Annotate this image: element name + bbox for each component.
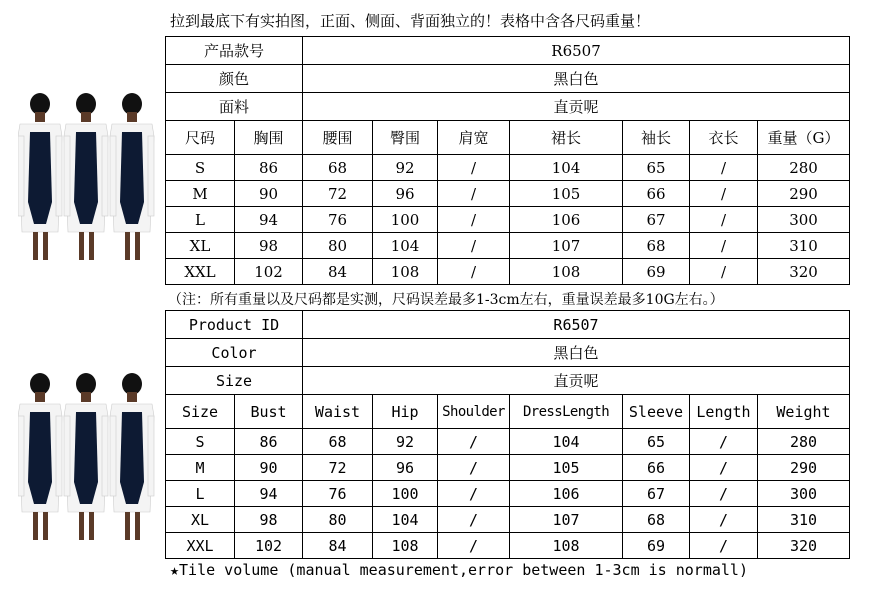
column-header: Length (690, 395, 758, 429)
table-cell: 107 (510, 233, 623, 259)
column-header: 衣长 (690, 121, 758, 155)
table-cell: 69 (623, 259, 690, 285)
product-id-value: R6507 (303, 37, 850, 65)
column-header: Waist (303, 395, 373, 429)
table-cell: M (166, 455, 235, 481)
table-cell: 80 (303, 233, 373, 259)
table-cell: / (438, 455, 510, 481)
table-cell: 84 (303, 259, 373, 285)
table-cell: 108 (510, 533, 623, 559)
table-cell: 290 (758, 455, 850, 481)
table-cell: 90 (235, 181, 303, 207)
table-header-row (166, 395, 850, 429)
table-cell: S (166, 429, 235, 455)
model-figures-image (18, 372, 158, 548)
table-cell: 108 (510, 259, 623, 285)
table-cell: 90 (235, 455, 303, 481)
table-cell: 104 (510, 429, 623, 455)
size-table-chinese (165, 36, 850, 285)
table-cell: XXL (166, 259, 235, 285)
table-cell: / (690, 155, 758, 181)
table-cell: 280 (758, 429, 850, 455)
column-header: 尺码 (166, 121, 235, 155)
table-cell: 106 (510, 207, 623, 233)
table-cell: / (438, 181, 510, 207)
table-cell: 98 (235, 507, 303, 533)
table-cell: 92 (373, 429, 438, 455)
table-cell: / (690, 533, 758, 559)
table-cell: / (690, 481, 758, 507)
table-cell: 72 (303, 455, 373, 481)
table-cell: 102 (235, 259, 303, 285)
table-cell: 68 (623, 507, 690, 533)
table-cell: / (690, 207, 758, 233)
table-cell: / (438, 259, 510, 285)
table-row (166, 481, 850, 507)
table-header-row (166, 121, 850, 155)
table-cell: / (690, 233, 758, 259)
table-cell: 310 (758, 507, 850, 533)
table-cell: 108 (373, 533, 438, 559)
size-table-english (165, 310, 850, 559)
table-cell: 280 (758, 155, 850, 181)
product-photo-bottom (18, 372, 158, 552)
table-cell: / (690, 259, 758, 285)
table-cell: 67 (623, 207, 690, 233)
column-header: Size (166, 395, 235, 429)
table-row (166, 507, 850, 533)
product-id-value: R6507 (303, 311, 850, 339)
table-cell: 86 (235, 429, 303, 455)
info-row (166, 65, 850, 93)
info-row (166, 37, 850, 65)
table-cell: / (690, 455, 758, 481)
fabric-label: 面料 (166, 93, 303, 121)
header-note: 拉到最底下有实拍图，正面、侧面、背面独立的！表格中含各尺码重量！ (170, 12, 651, 30)
measurement-note: （注：所有重量以及尺码都是实测，尺码误差最多1-3cm左右，重量误差最多10G左右。） (168, 292, 724, 308)
table-row (166, 233, 850, 259)
table-cell: / (438, 155, 510, 181)
table-cell: 300 (758, 207, 850, 233)
table-cell: M (166, 181, 235, 207)
table-cell: 68 (623, 233, 690, 259)
product-photo-top (18, 92, 158, 272)
table-cell: L (166, 481, 235, 507)
table-cell: / (690, 429, 758, 455)
table-cell: / (438, 533, 510, 559)
table-cell: 94 (235, 207, 303, 233)
column-header: 袖长 (623, 121, 690, 155)
table-cell: 104 (373, 507, 438, 533)
table-cell: 68 (303, 429, 373, 455)
table-cell: 76 (303, 481, 373, 507)
column-header: 肩宽 (438, 121, 510, 155)
model-figures-image (18, 92, 158, 268)
table-cell: 104 (510, 155, 623, 181)
table-cell: 100 (373, 207, 438, 233)
column-header: 重量（G） (758, 121, 850, 155)
table-cell: 290 (758, 181, 850, 207)
table-cell: / (438, 507, 510, 533)
table-cell: 92 (373, 155, 438, 181)
table-cell: 107 (510, 507, 623, 533)
column-header: 腰围 (303, 121, 373, 155)
table-cell: 106 (510, 481, 623, 507)
table-cell: 65 (623, 429, 690, 455)
table-row (166, 207, 850, 233)
table-cell: 80 (303, 507, 373, 533)
table-cell: 84 (303, 533, 373, 559)
fabric-value: 直贡呢 (303, 367, 850, 395)
footer-note: ★Tile volume (manual measurement,error between 1-3cm is normall) (170, 561, 748, 579)
table-row (166, 155, 850, 181)
product-id-label: Product ID (166, 311, 303, 339)
table-cell: 67 (623, 481, 690, 507)
table-cell: 76 (303, 207, 373, 233)
table-cell: 69 (623, 533, 690, 559)
table-cell: 86 (235, 155, 303, 181)
table-cell: XL (166, 507, 235, 533)
table-cell: 72 (303, 181, 373, 207)
table-cell: / (438, 233, 510, 259)
fabric-value: 直贡呢 (303, 93, 850, 121)
column-header: 裙长 (510, 121, 623, 155)
product-id-label: 产品款号 (166, 37, 303, 65)
table-cell: 310 (758, 233, 850, 259)
table-cell: / (690, 507, 758, 533)
table-cell: 66 (623, 181, 690, 207)
table-cell: 66 (623, 455, 690, 481)
table-row (166, 533, 850, 559)
table-cell: 96 (373, 181, 438, 207)
info-row (166, 93, 850, 121)
table-cell: 98 (235, 233, 303, 259)
column-header: Sleeve (623, 395, 690, 429)
table-cell: 108 (373, 259, 438, 285)
color-label: Color (166, 339, 303, 367)
color-value: 黑白色 (303, 65, 850, 93)
column-header: Hip (373, 395, 438, 429)
table-cell: 100 (373, 481, 438, 507)
table-cell: / (438, 481, 510, 507)
column-header: DressLength (510, 395, 623, 429)
table-cell: 102 (235, 533, 303, 559)
table-cell: 104 (373, 233, 438, 259)
table-cell: / (438, 429, 510, 455)
table-cell: / (438, 207, 510, 233)
size-label: Size (166, 367, 303, 395)
table-row (166, 455, 850, 481)
column-header: Weight (758, 395, 850, 429)
table-cell: / (690, 181, 758, 207)
table-cell: 105 (510, 181, 623, 207)
column-header: 胸围 (235, 121, 303, 155)
table-cell: XXL (166, 533, 235, 559)
table-cell: S (166, 155, 235, 181)
table-cell: 94 (235, 481, 303, 507)
color-label: 颜色 (166, 65, 303, 93)
table-row (166, 181, 850, 207)
table-cell: 320 (758, 259, 850, 285)
info-row (166, 311, 850, 339)
table-cell: 96 (373, 455, 438, 481)
table-cell: L (166, 207, 235, 233)
column-header: Shoulder (438, 395, 510, 429)
table-cell: 105 (510, 455, 623, 481)
column-header: Bust (235, 395, 303, 429)
color-value: 黑白色 (303, 339, 850, 367)
info-row (166, 367, 850, 395)
table-cell: XL (166, 233, 235, 259)
info-row (166, 339, 850, 367)
column-header: 臀围 (373, 121, 438, 155)
table-cell: 68 (303, 155, 373, 181)
table-row (166, 259, 850, 285)
table-row (166, 429, 850, 455)
table-cell: 300 (758, 481, 850, 507)
table-cell: 320 (758, 533, 850, 559)
table-cell: 65 (623, 155, 690, 181)
